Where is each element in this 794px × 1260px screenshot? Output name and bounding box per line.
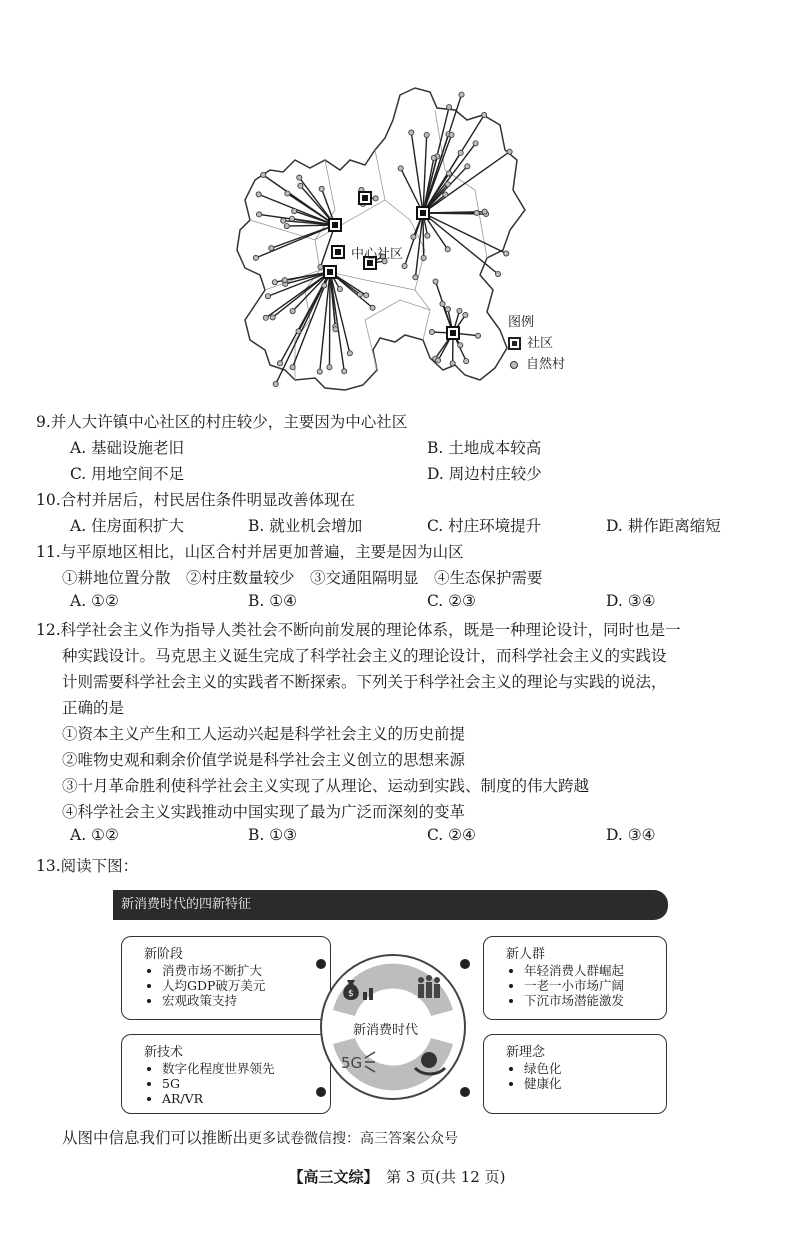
village-dot	[402, 263, 407, 268]
village-dot	[290, 308, 295, 313]
option-11d[interactable]: D. ③④	[606, 592, 656, 610]
box-new-concept	[483, 1034, 667, 1114]
village-dot	[322, 283, 327, 288]
village-dot	[282, 277, 287, 282]
legend-title: 图例	[508, 315, 535, 330]
village-dot	[265, 294, 270, 299]
village-dot	[457, 308, 462, 313]
legend-item-community	[508, 333, 565, 354]
question-stem-line: 计则需要科学社会主义的实践者不断探索。下列关于科学社会主义的理论与实践的说法，	[62, 673, 667, 691]
list-item: • 5G	[162, 1076, 275, 1091]
box-list	[506, 1061, 562, 1091]
option-10d[interactable]: D. 耕作距离缩短	[606, 517, 721, 535]
village-dot	[253, 255, 258, 260]
village-dot	[464, 358, 469, 363]
option-9c[interactable]: C. 用地空间不足	[70, 465, 185, 483]
question-11	[36, 540, 464, 562]
question-stem-line: 种实践设计。马克思主义诞生完成了科学社会主义的理论设计，而科学社会主义的实践设	[62, 647, 667, 665]
watermark-text: 更多试卷微信搜：高三答案公众号	[248, 1131, 459, 1147]
village-dot	[317, 369, 322, 374]
village-dot	[277, 361, 282, 366]
question-9	[36, 410, 407, 432]
village-dot	[292, 208, 297, 213]
village-dot	[495, 271, 500, 276]
question-stem-line: 正确的是	[62, 699, 125, 717]
list-item: • 消费市场不断扩大	[162, 963, 265, 978]
village-dot	[398, 166, 403, 171]
question-stem: 阅读下图：	[60, 857, 139, 875]
option-12c[interactable]: C. ②④	[427, 826, 476, 844]
consumption-era-figure	[113, 890, 673, 1120]
village-dot	[425, 233, 430, 238]
community-hub-core	[335, 249, 341, 255]
question-text: 从图中信息我们可以推断出	[62, 1129, 249, 1147]
community-hub-core	[327, 269, 333, 275]
statement-1: ①资本主义产生和工人运动兴起是科学社会主义的历史前提	[62, 725, 466, 743]
village-dot	[446, 171, 451, 176]
village-dot	[281, 218, 286, 223]
village-dot	[507, 149, 512, 154]
village-dot	[440, 301, 445, 306]
village-dot	[473, 141, 478, 146]
option-9d[interactable]: D. 周边村庄较少	[427, 465, 542, 483]
village-dot	[433, 279, 438, 284]
option-12d[interactable]: D. ③④	[606, 826, 656, 844]
community-hub-core	[450, 330, 456, 336]
question-number: 11.	[36, 543, 61, 561]
option-9a[interactable]: A. 基础设施老旧	[70, 439, 185, 457]
village-dot	[269, 246, 274, 251]
village-dot	[347, 351, 352, 356]
option-11c[interactable]: C. ②③	[427, 592, 476, 610]
question-stem-line: 科学社会主义作为指导人类社会不断向前发展的理论体系，既是一种理论设计，同时也是一	[60, 621, 681, 639]
village-dot	[270, 315, 275, 320]
village-link-line	[329, 272, 330, 367]
village-dot	[337, 286, 342, 291]
village-dot	[290, 365, 295, 370]
box-new-group	[483, 936, 667, 1020]
footer-page-number: 第 3 页(共 12 页)	[386, 1168, 506, 1186]
box-heading: 新技术	[144, 1045, 184, 1060]
map-legend	[508, 312, 565, 375]
box-list	[144, 1061, 275, 1106]
list-item: • 人均GDP破万美元	[162, 978, 265, 993]
village-dot	[261, 172, 266, 177]
list-item: • 下沉市场潜能激发	[524, 993, 624, 1008]
village-dot	[256, 192, 261, 197]
community-hub-core	[362, 195, 368, 201]
box-heading: 新理念	[506, 1045, 546, 1060]
legend-label-village: 自然村	[526, 357, 566, 372]
village-dot	[318, 264, 323, 269]
village-dot	[449, 132, 454, 137]
question-number: 10.	[36, 491, 61, 509]
village-dot	[284, 223, 289, 228]
village-dot	[474, 210, 479, 215]
question-stem: 并人大许镇中心社区的村庄较少，主要因为中心社区	[50, 413, 408, 431]
map-boundary	[237, 88, 525, 390]
village-dot	[373, 196, 378, 201]
question-stem: 与平原地区相比，山区合村并居更加普遍，主要是因为山区	[60, 543, 464, 561]
community-hub-core	[332, 222, 338, 228]
village-dot	[364, 293, 369, 298]
svg-text:5G: 5G	[341, 1054, 363, 1072]
village-dot	[458, 343, 463, 348]
village-dot	[459, 92, 464, 97]
village-dot	[413, 275, 418, 280]
option-10a[interactable]: A. 住房面积扩大	[70, 517, 185, 535]
village-dot	[263, 315, 268, 320]
list-item: • AR/VR	[162, 1091, 275, 1106]
footer-subject: 高三文综	[303, 1168, 364, 1186]
village-dot	[458, 150, 463, 155]
footer-bracket: 】	[363, 1168, 372, 1186]
village-dot	[475, 333, 480, 338]
village-dot	[296, 329, 301, 334]
box-list	[506, 963, 624, 1008]
village-dot	[285, 191, 290, 196]
statement-2: ②唯物史观和剩余价值学说是科学社会主义创立的思想来源	[62, 751, 466, 769]
list-item: • 绿色化	[524, 1061, 562, 1076]
village-dot	[482, 209, 487, 214]
village-dot	[273, 381, 278, 386]
question-number: 12.	[36, 621, 61, 639]
center-label: 新消费时代	[353, 1023, 419, 1038]
village-dot	[256, 212, 261, 217]
village-dot	[445, 307, 450, 312]
question-12	[36, 618, 681, 640]
village-dot	[289, 216, 294, 221]
statement-3: ③十月革命胜利使科学社会主义实现了从理论、运动到实践、制度的伟大跨越	[62, 777, 590, 795]
question-11-statements: ①耕地位置分散 ②村庄数量较少 ③交通阻隔明显 ④生态保护需要	[62, 569, 543, 587]
svg-text:$: $	[348, 989, 354, 999]
village-dot	[421, 255, 426, 260]
question-number: 9.	[36, 413, 51, 431]
village-dot	[297, 175, 302, 180]
village-dot	[445, 247, 450, 252]
option-11b[interactable]: B. ①④	[248, 592, 298, 610]
question-10	[36, 488, 355, 510]
box-heading: 新阶段	[144, 947, 184, 962]
village-dot	[357, 292, 362, 297]
village-dot	[445, 182, 450, 187]
box-new-stage	[121, 936, 331, 1020]
question-number: 13.	[36, 857, 61, 875]
box-heading: 新人群	[506, 947, 546, 962]
list-item: • 宏观政策支持	[162, 993, 265, 1008]
village-dot	[450, 361, 455, 366]
statement-4: ④科学社会主义实践推动中国实现了最为广泛而深刻的变革	[62, 803, 466, 821]
village-dot	[319, 186, 324, 191]
community-hub-core	[420, 210, 426, 216]
option-9b[interactable]: B. 土地成本较高	[427, 439, 542, 457]
5g-icon	[341, 1052, 375, 1072]
village-dot	[342, 369, 347, 374]
village-dot	[431, 155, 436, 160]
list-item: • 数字化程度世界领先	[162, 1061, 275, 1076]
footer-bracket: 【	[288, 1168, 304, 1186]
legend-item-village	[508, 354, 565, 375]
village-dot	[370, 305, 375, 310]
list-item: • 健康化	[524, 1076, 562, 1091]
list-item: • 一老一小市场广阔	[524, 978, 624, 993]
question-stem: 合村并居后，村民居住条件明显改善体现在	[60, 491, 356, 509]
village-dot	[409, 130, 414, 135]
option-12b[interactable]: B. ①③	[248, 826, 298, 844]
option-12a[interactable]: A. ①②	[70, 826, 119, 844]
legend-label-community: 社区	[527, 336, 554, 351]
center-community-label: 中心社区	[351, 247, 404, 262]
village-dot	[443, 192, 448, 197]
question-13	[36, 854, 138, 876]
village-dot	[482, 112, 487, 117]
village-dot-icon	[510, 361, 518, 369]
village-dot	[411, 234, 416, 239]
box-new-tech	[121, 1034, 331, 1114]
option-10c[interactable]: C. 村庄环境提升	[427, 517, 542, 535]
page-footer	[0, 1166, 794, 1187]
village-dot	[435, 358, 440, 363]
village-dot	[465, 164, 470, 169]
after-figure-text	[62, 1126, 458, 1148]
village-dot	[424, 132, 429, 137]
village-dot	[333, 327, 338, 332]
list-item: • 年轻消费人群崛起	[524, 963, 624, 978]
village-dot	[298, 183, 303, 188]
figure-title: 新消费时代的四新特征	[113, 890, 668, 920]
option-11a[interactable]: A. ①②	[70, 592, 119, 610]
village-dot	[504, 251, 509, 256]
people-group-icon	[418, 975, 440, 998]
village-dot	[429, 329, 434, 334]
box-list	[144, 963, 265, 1008]
village-dot	[327, 365, 332, 370]
village-dot	[446, 105, 451, 110]
community-square-icon	[508, 337, 521, 350]
village-dot	[463, 312, 468, 317]
village-dot	[272, 280, 277, 285]
option-10b[interactable]: B. 就业机会增加	[248, 517, 363, 535]
